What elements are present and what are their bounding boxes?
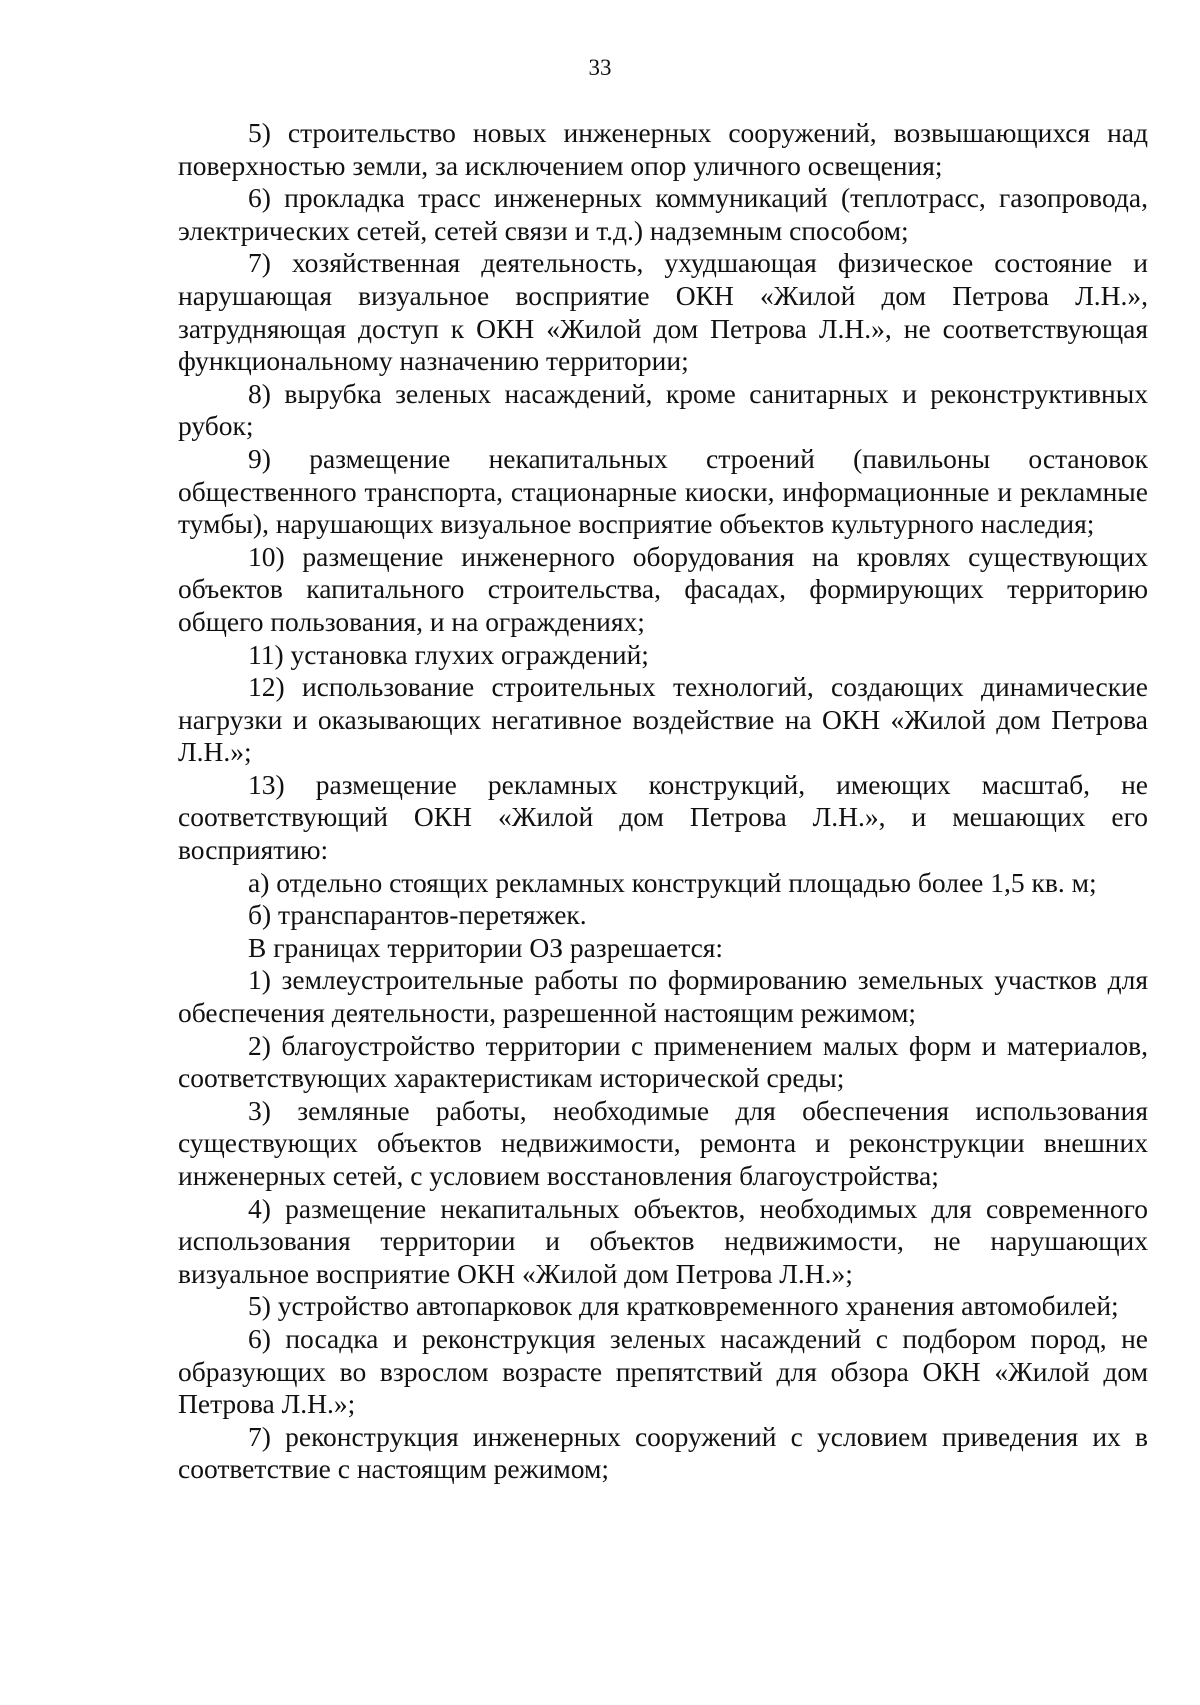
paragraph-prohibited-9: 9) размещение некапитальных строений (павильоны остановок общественного транспорта, стационарные киоски, информационные и рекламные тумбы), нарушающих визуальное восприятие объектов культурного наследия;: [178, 442, 1148, 540]
paragraph-permitted-4: 4) размещение некапитальных объектов, необходимых для современного использования территории и объектов недвижимости, не нарушающих визуальное восприятие ОКН «Жилой дом Петрова Л.Н.»;: [178, 1192, 1148, 1289]
paragraph-permitted-3: 3) земляные работы, необходимые для обеспечения использования существующих объектов недвижимости, ремонта и реконструкции внешних инженерных сетей, с условием восстановления благоустройства;: [178, 1094, 1148, 1191]
page-number: 33: [588, 55, 612, 80]
paragraph-prohibited-11: 11) установка глухих ограждений;: [248, 638, 649, 670]
paragraph-prohibited-7: 7) хозяйственная деятельность, ухудшающая физическое состояние и нарушающая визуальное восприятие ОКН «Жилой дом Петрова Л.Н.», затрудняющая доступ к ОКН «Жилой дом Петрова Л.Н.», не соответствующая функциональному назначению территории;: [178, 247, 1148, 377]
document-body: [178, 117, 1148, 1486]
paragraph-prohibited-6: 6) прокладка трасс инженерных коммуникаций (теплотрасс, газопровода, электрических сетей, сетей связи и т.д.) надземным способом;: [178, 182, 1148, 246]
paragraph-prohibited-10: 10) размещение инженерного оборудования на кровлях существующих объектов капитального строительства, фасадах, формирующих территорию общего пользования, и на ограждениях;: [178, 540, 1148, 637]
paragraph-prohibited-13: 13) размещение рекламных конструкций, имеющих масштаб, не соответствующий ОКН «Жилой дом Петрова Л.Н.», и мешающих его восприятию:: [178, 768, 1148, 866]
paragraph-permitted-2: 2) благоустройство территории с применением малых форм и материалов, соответствующих характеристикам исторической среды;: [178, 1029, 1148, 1094]
paragraph-permitted-5: 5) устройство автопарковок для кратковременного хранения автомобилей;: [248, 1290, 1119, 1322]
paragraph-permitted-6: 6) посадка и реконструкция зеленых насаждений с подбором пород, не образующих во взрослом возрасте препятствий для обзора ОКН «Жилой дом Петрова Л.Н.»;: [178, 1322, 1148, 1420]
paragraph-prohibited-5: 5) строительство новых инженерных сооружений, возвышающихся над поверхностью земли, за исключением опор уличного освещения;: [178, 117, 1148, 181]
paragraph-prohibited-12: 12) использование строительных технологий, создающих динамические нагрузки и оказывающих негативное воздействие на ОКН «Жилой дом Петрова Л.Н.»;: [178, 671, 1148, 768]
paragraph-permitted-7: 7) реконструкция инженерных сооружений с условием приведения их в соответствие с настоящим режимом;: [178, 1420, 1148, 1485]
paragraph-subitem-b: б) транспарантов-перетяжек.: [248, 899, 587, 931]
paragraph-permitted-1: 1) землеустроительные работы по формированию земельных участков для обеспечения деятельности, разрешенной настоящим режимом;: [178, 964, 1148, 1029]
paragraph-permitted-heading: В границах территории ОЗ разрешается:: [248, 931, 724, 963]
paragraph-prohibited-8: 8) вырубка зеленых насаждений, кроме санитарных и реконструктивных рубок;: [178, 377, 1148, 442]
paragraph-subitem-a: а) отдельно стоящих рекламных конструкций площадью более 1,5 кв. м;: [248, 866, 1097, 898]
